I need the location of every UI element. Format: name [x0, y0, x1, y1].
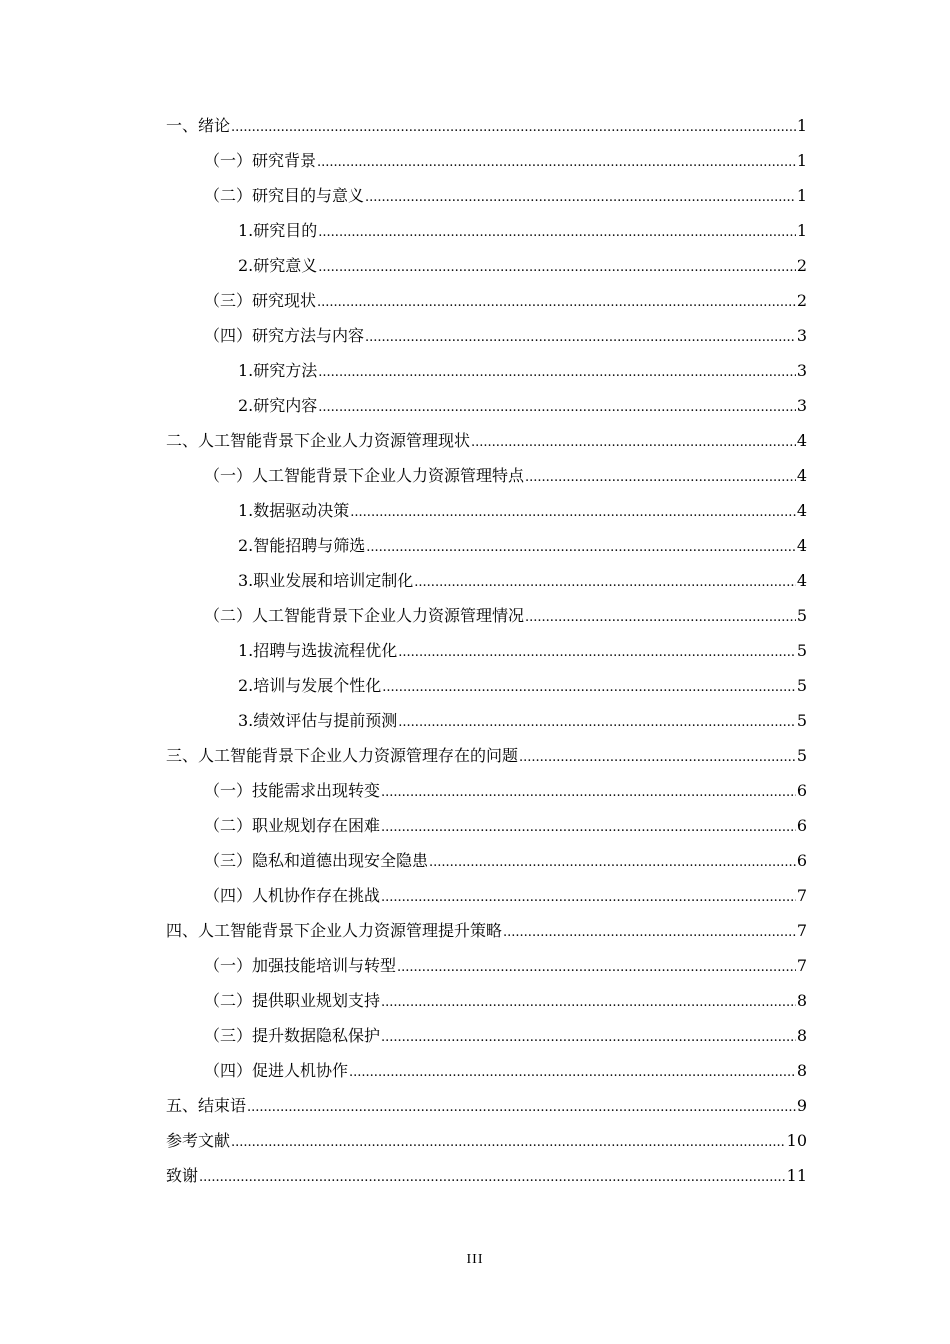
toc-dot-leader: [414, 565, 796, 600]
toc-entry[interactable]: [166, 773, 807, 808]
toc-entry[interactable]: [166, 668, 807, 703]
toc-entry-page: 5: [796, 676, 807, 695]
toc-entry-page: 1: [796, 116, 807, 135]
toc-entry[interactable]: [166, 948, 807, 983]
toc-entry-title: 致谢: [166, 1166, 199, 1185]
toc-entry[interactable]: [166, 1158, 807, 1193]
page-number: III: [466, 1252, 484, 1267]
toc-entry-title: 1.数据驱动决策: [238, 501, 350, 520]
toc-entry[interactable]: [166, 458, 807, 493]
toc-dot-leader: [350, 495, 796, 530]
toc-entry-page: 4: [796, 501, 807, 520]
toc-entry-title: （四）研究方法与内容: [204, 326, 365, 345]
toc-entry[interactable]: [166, 528, 807, 563]
toc-entry-page: 6: [796, 851, 807, 870]
toc-entry-page: 4: [796, 571, 807, 590]
toc-entry[interactable]: [166, 248, 807, 283]
toc-entry[interactable]: [166, 423, 807, 458]
toc-entry-title: （四）人机协作存在挑战: [204, 886, 381, 905]
toc-dot-leader: [318, 390, 796, 425]
toc-entry[interactable]: [166, 213, 807, 248]
toc-entry-page: 1: [796, 221, 807, 240]
toc-entry-title: 3.职业发展和培训定制化: [238, 571, 414, 590]
toc-entry-page: 8: [796, 991, 807, 1010]
table-of-contents: [166, 108, 807, 1193]
toc-entry-title: （四）促进人机协作: [204, 1061, 349, 1080]
toc-dot-leader: [366, 530, 796, 565]
toc-dot-leader: [519, 740, 796, 775]
toc-dot-leader: [365, 180, 796, 215]
toc-entry-title: 3.绩效评估与提前预测: [238, 711, 398, 730]
toc-entry-page: 1: [796, 186, 807, 205]
toc-entry-title: （二）人工智能背景下企业人力资源管理情况: [204, 606, 525, 625]
toc-entry[interactable]: [166, 1088, 807, 1123]
toc-entry-title: （三）提升数据隐私保护: [204, 1026, 381, 1045]
toc-entry-title: 1.研究方法: [238, 361, 318, 380]
toc-entry-page: 5: [796, 711, 807, 730]
toc-dot-leader: [199, 1160, 786, 1195]
toc-entry-title: （二）提供职业规划支持: [204, 991, 381, 1010]
toc-entry-title: 四、人工智能背景下企业人力资源管理提升策略: [166, 921, 503, 940]
toc-dot-leader: [381, 1020, 796, 1055]
toc-dot-leader: [349, 1055, 796, 1090]
toc-dot-leader: [398, 635, 796, 670]
toc-entry-title: （三）研究现状: [204, 291, 317, 310]
toc-entry-page: 2: [796, 256, 807, 275]
toc-entry-page: 3: [796, 326, 807, 345]
toc-entry-page: 6: [796, 816, 807, 835]
toc-entry[interactable]: [166, 283, 807, 318]
toc-entry[interactable]: [166, 388, 807, 423]
toc-entry-page: 4: [796, 536, 807, 555]
toc-dot-leader: [318, 215, 796, 250]
toc-entry-title: 2.研究内容: [238, 396, 318, 415]
toc-entry[interactable]: [166, 983, 807, 1018]
toc-dot-leader: [317, 145, 796, 180]
toc-entry-title: 二、人工智能背景下企业人力资源管理现状: [166, 431, 471, 450]
toc-entry[interactable]: [166, 1053, 807, 1088]
toc-entry[interactable]: [166, 1018, 807, 1053]
toc-dot-leader: [317, 285, 796, 320]
toc-entry-page: 3: [796, 361, 807, 380]
toc-dot-leader: [398, 705, 796, 740]
toc-dot-leader: [365, 320, 796, 355]
toc-entry-page: 8: [796, 1026, 807, 1045]
toc-entry-title: 1.招聘与选拔流程优化: [238, 641, 398, 660]
toc-entry-title: （一）人工智能背景下企业人力资源管理特点: [204, 466, 525, 485]
toc-dot-leader: [525, 600, 796, 635]
toc-dot-leader: [471, 425, 796, 460]
toc-entry-title: （二）职业规划存在困难: [204, 816, 381, 835]
toc-entry[interactable]: [166, 318, 807, 353]
toc-entry-page: 6: [796, 781, 807, 800]
toc-entry-page: 7: [796, 886, 807, 905]
toc-entry-page: 9: [796, 1096, 807, 1115]
toc-entry-title: 一、绪论: [166, 116, 231, 135]
toc-entry-page: 10: [786, 1131, 807, 1150]
toc-entry-page: 11: [786, 1166, 807, 1185]
toc-entry[interactable]: [166, 178, 807, 213]
toc-dot-leader: [381, 775, 796, 810]
toc-entry[interactable]: [166, 493, 807, 528]
toc-entry-title: 2.智能招聘与筛选: [238, 536, 366, 555]
toc-entry[interactable]: [166, 633, 807, 668]
toc-entry-page: 2: [796, 291, 807, 310]
toc-entry-page: 3: [796, 396, 807, 415]
toc-entry[interactable]: [166, 913, 807, 948]
toc-entry-title: 五、结束语: [166, 1096, 247, 1115]
toc-entry-page: 8: [796, 1061, 807, 1080]
toc-entry[interactable]: [166, 878, 807, 913]
toc-dot-leader: [397, 950, 796, 985]
toc-entry[interactable]: [166, 1123, 807, 1158]
toc-entry-page: 7: [796, 956, 807, 975]
toc-entry-page: 7: [796, 921, 807, 940]
toc-dot-leader: [525, 460, 796, 495]
toc-entry-title: 三、人工智能背景下企业人力资源管理存在的问题: [166, 746, 519, 765]
toc-entry[interactable]: [166, 703, 807, 738]
toc-entry-page: 1: [796, 151, 807, 170]
toc-entry-title: 2.培训与发展个性化: [238, 676, 382, 695]
toc-entry[interactable]: [166, 738, 807, 773]
toc-entry-page: 5: [796, 641, 807, 660]
toc-entry[interactable]: [166, 598, 807, 633]
toc-dot-leader: [503, 915, 796, 950]
toc-entry[interactable]: [166, 108, 807, 143]
toc-entry-title: （一）加强技能培训与转型: [204, 956, 397, 975]
toc-entry-title: （一）研究背景: [204, 151, 317, 170]
toc-entry[interactable]: [166, 143, 807, 178]
toc-dot-leader: [381, 985, 796, 1020]
toc-dot-leader: [381, 880, 796, 915]
toc-entry[interactable]: [166, 808, 807, 843]
toc-dot-leader: [381, 810, 796, 845]
toc-dot-leader: [318, 355, 796, 390]
toc-dot-leader: [231, 110, 796, 145]
toc-entry-title: （二）研究目的与意义: [204, 186, 365, 205]
toc-entry-title: （三）隐私和道德出现安全隐患: [204, 851, 429, 870]
toc-dot-leader: [247, 1090, 796, 1125]
toc-entry[interactable]: [166, 563, 807, 598]
toc-entry[interactable]: [166, 843, 807, 878]
toc-entry-title: 参考文献: [166, 1131, 231, 1150]
toc-dot-leader: [429, 845, 796, 880]
toc-dot-leader: [231, 1125, 786, 1160]
toc-dot-leader: [382, 670, 796, 705]
toc-entry-page: 4: [796, 431, 807, 450]
toc-entry-title: 2.研究意义: [238, 256, 318, 275]
toc-entry[interactable]: [166, 353, 807, 388]
toc-entry-title: （一）技能需求出现转变: [204, 781, 381, 800]
toc-entry-title: 1.研究目的: [238, 221, 318, 240]
toc-entry-page: 4: [796, 466, 807, 485]
toc-entry-page: 5: [796, 746, 807, 765]
toc-dot-leader: [318, 250, 796, 285]
toc-entry-page: 5: [796, 606, 807, 625]
